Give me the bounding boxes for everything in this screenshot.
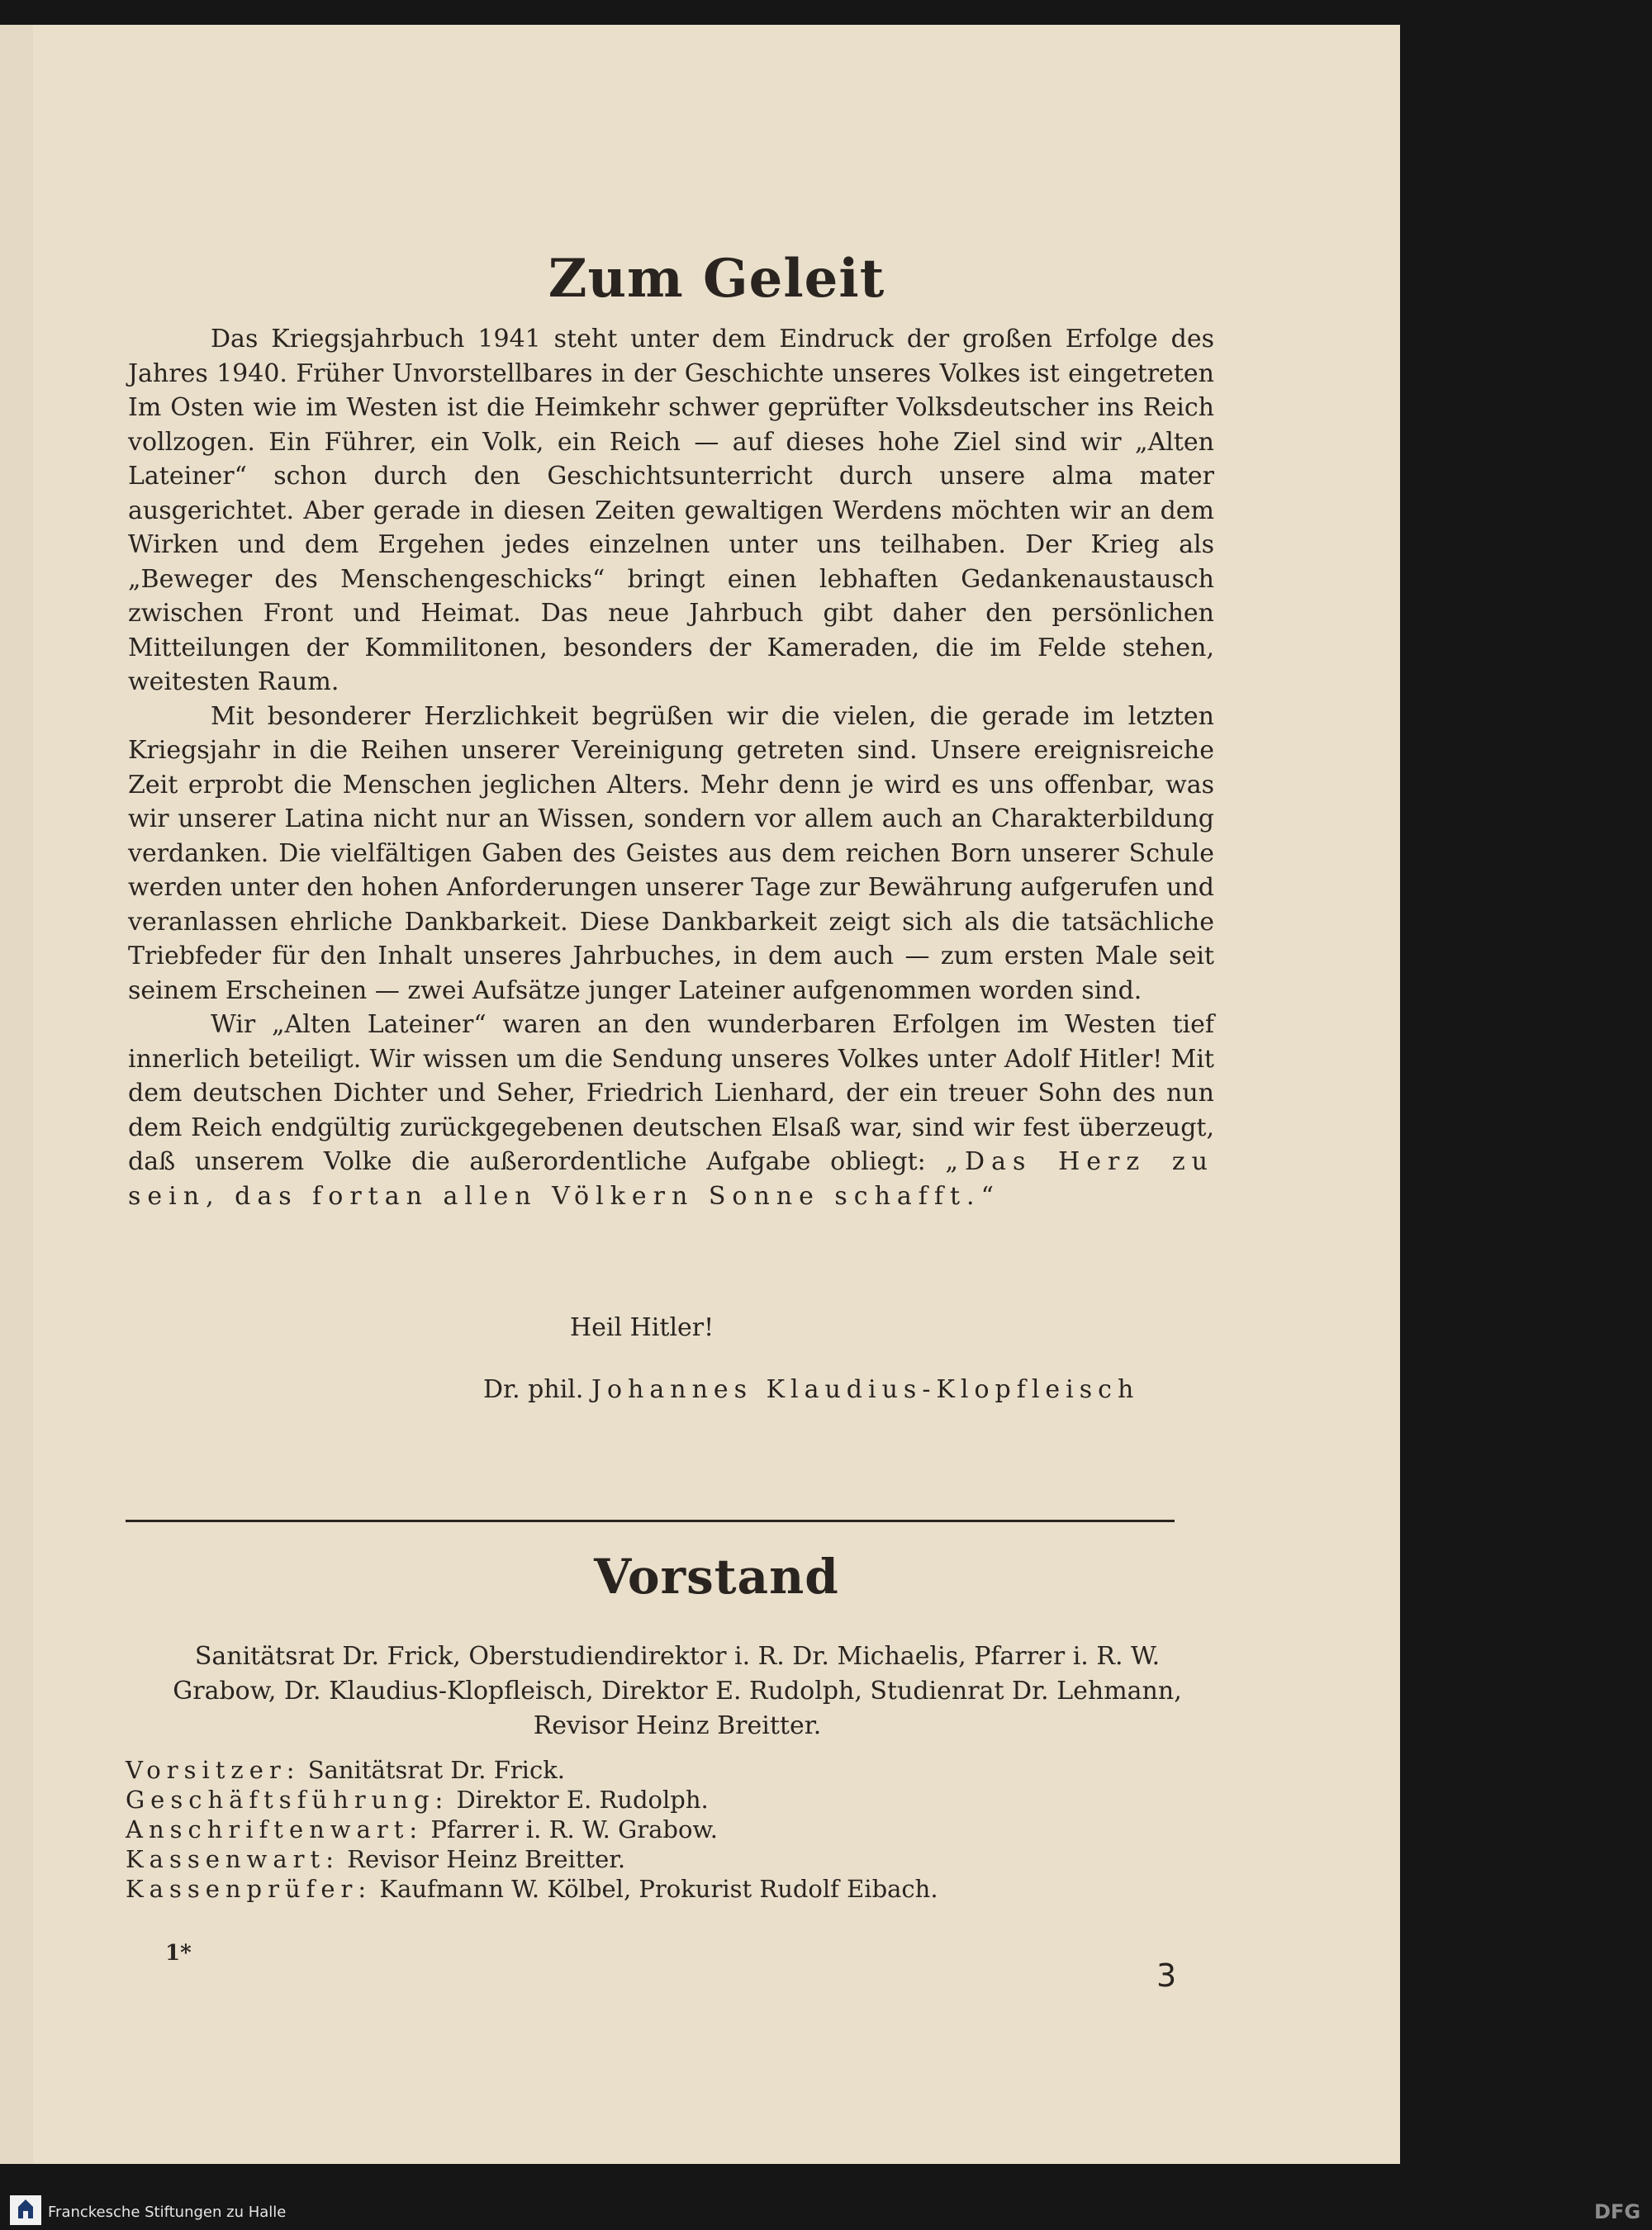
- previous-page-edge: [0, 25, 33, 2164]
- geleit-title: Zum Geleit: [548, 248, 885, 310]
- role-value: Revisor Heinz Breitter.: [347, 1845, 626, 1873]
- institution-logo-icon: [10, 2195, 41, 2225]
- vorstand-roles: [126, 1755, 938, 1904]
- book-page: [33, 25, 1400, 2164]
- role-line: [126, 1815, 938, 1844]
- role-label: Anschriftenwart:: [126, 1815, 424, 1843]
- role-line: [126, 1844, 938, 1874]
- vorstand-members: Sanitätsrat Dr. Frick, Oberstudiendirektor i. R. Dr. Michaelis, Pfarrer i. R. W. Grabow, Dr. Klaudius-Klopfleisch, Direktor E. Rudolph, Studienrat Dr. Lehmann, Revisor Heinz Breitter.: [173, 1642, 1182, 1740]
- section-divider: [126, 1520, 1175, 1522]
- vorstand-title: Vorstand: [594, 1549, 839, 1605]
- geleit-paragraph-3-text: Wir „Alten Lateiner“ waren an den wunderbaren Erfolgen im Westen tief innerlich beteiligt. Wir wissen um die Sendung unseres Volkes unter Adolf Hitler! Mit dem deutschen Dichter und Seher, Friedrich Lienhard, der ein treuer Sohn des nun dem Reich endgültig zurückgegebenen deutschen Elsaß war, sind wir fest überzeugt, daß unserem Volke die außerordentliche Aufgabe obliegt:: [128, 1010, 1214, 1176]
- signature-name: Johannes Klaudius-Klopfleisch: [591, 1375, 1140, 1404]
- role-value: Pfarrer i. R. W. Grabow.: [430, 1815, 719, 1843]
- role-label: Kassenwart:: [126, 1845, 339, 1873]
- role-value: Sanitätsrat Dr. Frick.: [307, 1756, 565, 1784]
- geleit-paragraph-1: Das Kriegsjahrbuch 1941 steht unter dem Eindruck der großen Erfolge des Jahres 1940. Früher Unvorstellbares in der Geschichte unseres Volkes ist eingetreten Im Osten wie im Westen ist die Heimkehr schwer geprüfter Volksdeutscher ins Reich vollzogen. Ein Führer, ein Volk, ein Reich — auf dieses hohe Ziel sind wir „Alten Lateiner“ schon durch den Geschichtsunterricht durch unsere alma mater ausgerichtet. Aber gerade in diesen Zeiten gewaltigen Werdens möchten wir an dem Wirken und dem Ergehen jedes einzelnen unter uns teilhaben. Der Krieg als „Beweger des Menschengeschicks“ bringt einen lebhaften Gedankenaustausch zwischen Front und Heimat. Das neue Jahrbuch gibt daher den persönlichen Mitteilungen der Kommilitonen, besonders der Kameraden, die im Felde stehen, weitesten Raum.: [128, 325, 1214, 696]
- role-label: Kassenprüfer:: [126, 1875, 373, 1903]
- signature-title: Dr. phil.: [483, 1375, 584, 1404]
- geleit-paragraph-3: [128, 1008, 1214, 1213]
- institution-name: Franckesche Stiftungen zu Halle: [48, 2204, 287, 2221]
- role-value: Kaufmann W. Kölbel, Prokurist Rudolf Eibach.: [379, 1875, 938, 1903]
- lienhard-quote: „Das Herz zu sein, das fortan allen Völkern Sonne schafft.“: [128, 1147, 1214, 1211]
- greeting: Heil Hitler!: [570, 1313, 714, 1342]
- role-label: Geschäftsführung:: [126, 1786, 449, 1814]
- role-value: Direktor E. Rudolph.: [456, 1786, 709, 1814]
- role-label: Vorsitzer:: [126, 1756, 301, 1784]
- page-number: 3: [1156, 1957, 1177, 1994]
- dfg-logo: DFG: [1594, 2200, 1641, 2223]
- signature-mark: 1*: [165, 1941, 192, 1966]
- geleit-paragraph-2: Mit besonderer Herzlichkeit begrüßen wir die vielen, die gerade im letzten Kriegsjahr in die Reihen unserer Vereinigung getreten sind. Unsere ereignisreiche Zeit erprobt die Menschen jeglichen Alters. Mehr denn je wird es uns offenbar, was wir unserer Latina nicht nur an Wissen, sondern vor allem auch an Charakterbildung verdanken. Die vielfältigen Gaben des Geistes aus dem reichen Born unserer Schule werden unter den hohen Anforderungen unserer Tage zur Bewährung aufgerufen und veranlassen ehrliche Dankbarkeit. Diese Dankbarkeit zeigt sich als die tatsächliche Triebfeder für den Inhalt unseres Jahrbuches, in dem auch — zum ersten Male seit seinem Erscheinen — zwei Aufsätze junger Lateiner aufgenommen worden sind.: [128, 701, 1214, 1005]
- role-line: [126, 1755, 938, 1785]
- signature: [483, 1375, 1139, 1404]
- geleit-text: [128, 322, 1214, 1213]
- role-line: [126, 1874, 938, 1904]
- role-line: [126, 1785, 938, 1815]
